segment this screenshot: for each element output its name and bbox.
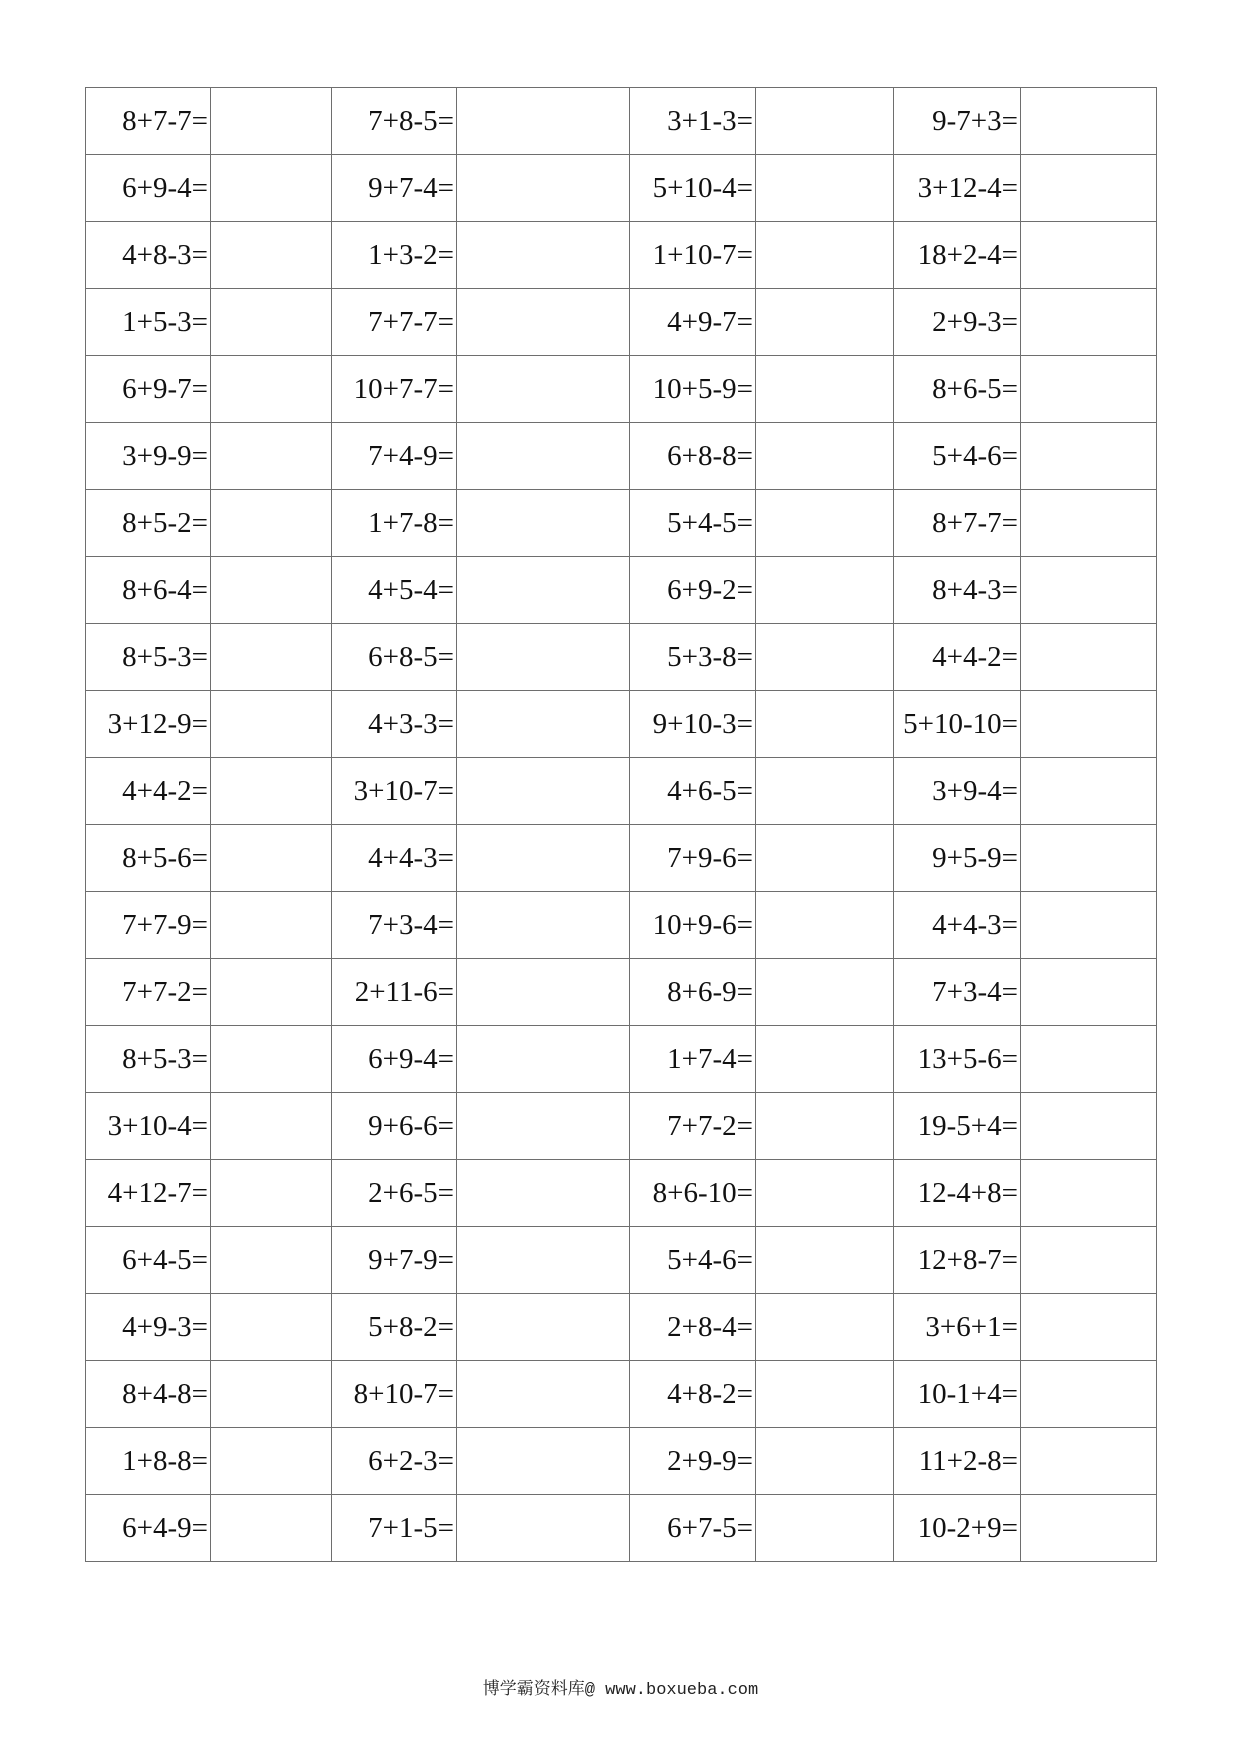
answer-cell: [756, 557, 894, 624]
answer-cell: [211, 1428, 332, 1495]
answer-cell: [457, 1026, 630, 1093]
worksheet-row: [86, 222, 1157, 289]
problem-cell: 10-2+9=: [894, 1495, 1021, 1562]
problem-cell: 8+6-10=: [630, 1160, 756, 1227]
answer-cell: [457, 892, 630, 959]
problem-cell: 10-1+4=: [894, 1361, 1021, 1428]
answer-cell: [756, 155, 894, 222]
answer-cell: [457, 155, 630, 222]
answer-cell: [1021, 1294, 1157, 1361]
answer-cell: [756, 423, 894, 490]
problem-cell: 2+9-3=: [894, 289, 1021, 356]
answer-cell: [211, 155, 332, 222]
answer-cell: [1021, 222, 1157, 289]
answer-cell: [457, 624, 630, 691]
answer-cell: [211, 423, 332, 490]
problem-cell: 6+9-7=: [86, 356, 211, 423]
footer-watermark: 博学霸资料库@ www.boxueba.com: [482, 1681, 759, 1700]
answer-cell: [457, 1428, 630, 1495]
answer-cell: [457, 88, 630, 155]
problem-cell: 2+8-4=: [630, 1294, 756, 1361]
problem-cell: 13+5-6=: [894, 1026, 1021, 1093]
answer-cell: [1021, 1361, 1157, 1428]
answer-cell: [756, 624, 894, 691]
answer-cell: [457, 758, 630, 825]
problem-cell: 6+2-3=: [332, 1428, 457, 1495]
worksheet-row: [86, 1361, 1157, 1428]
problem-cell: 2+9-9=: [630, 1428, 756, 1495]
problem-cell: 8+4-3=: [894, 557, 1021, 624]
worksheet-row: [86, 155, 1157, 222]
problem-cell: 2+6-5=: [332, 1160, 457, 1227]
problem-cell: 12+8-7=: [894, 1227, 1021, 1294]
problem-cell: 4+4-3=: [894, 892, 1021, 959]
problem-cell: 3+10-7=: [332, 758, 457, 825]
problem-cell: 10+7-7=: [332, 356, 457, 423]
problem-cell: 6+8-8=: [630, 423, 756, 490]
worksheet-row: [86, 557, 1157, 624]
problem-cell: 9+7-9=: [332, 1227, 457, 1294]
problem-cell: 3+9-9=: [86, 423, 211, 490]
worksheet-row: [86, 1294, 1157, 1361]
answer-cell: [756, 825, 894, 892]
problem-cell: 12-4+8=: [894, 1160, 1021, 1227]
answer-cell: [1021, 1026, 1157, 1093]
problem-cell: 7+7-2=: [86, 959, 211, 1026]
problem-cell: 6+9-4=: [332, 1026, 457, 1093]
answer-cell: [211, 959, 332, 1026]
answer-cell: [457, 825, 630, 892]
problem-cell: 5+4-6=: [894, 423, 1021, 490]
answer-cell: [1021, 289, 1157, 356]
problem-cell: 5+3-8=: [630, 624, 756, 691]
answer-cell: [457, 1093, 630, 1160]
problem-cell: 4+4-2=: [86, 758, 211, 825]
answer-cell: [1021, 1495, 1157, 1562]
answer-cell: [1021, 1160, 1157, 1227]
problem-cell: 8+7-7=: [894, 490, 1021, 557]
problem-cell: 3+6+1=: [894, 1294, 1021, 1361]
problem-cell: 4+8-2=: [630, 1361, 756, 1428]
problem-cell: 7+7-2=: [630, 1093, 756, 1160]
answer-cell: [457, 423, 630, 490]
answer-cell: [1021, 959, 1157, 1026]
answer-cell: [756, 222, 894, 289]
answer-cell: [457, 691, 630, 758]
answer-cell: [211, 289, 332, 356]
problem-cell: 6+9-2=: [630, 557, 756, 624]
problem-cell: 4+6-5=: [630, 758, 756, 825]
worksheet-row: [86, 758, 1157, 825]
worksheet-row: [86, 825, 1157, 892]
answer-cell: [211, 624, 332, 691]
problem-cell: 19-5+4=: [894, 1093, 1021, 1160]
worksheet-row: [86, 1495, 1157, 1562]
answer-cell: [1021, 490, 1157, 557]
answer-cell: [211, 1361, 332, 1428]
worksheet-row: [86, 892, 1157, 959]
problem-cell: 3+1-3=: [630, 88, 756, 155]
answer-cell: [457, 356, 630, 423]
answer-cell: [457, 959, 630, 1026]
worksheet-row: [86, 1026, 1157, 1093]
answer-cell: [756, 1160, 894, 1227]
answer-cell: [457, 1495, 630, 1562]
problem-cell: 3+10-4=: [86, 1093, 211, 1160]
problem-cell: 4+5-4=: [332, 557, 457, 624]
answer-cell: [756, 490, 894, 557]
problem-cell: 6+4-5=: [86, 1227, 211, 1294]
problem-cell: 9+7-4=: [332, 155, 457, 222]
problem-cell: 7+9-6=: [630, 825, 756, 892]
problem-cell: 7+7-7=: [332, 289, 457, 356]
answer-cell: [211, 1294, 332, 1361]
answer-cell: [756, 88, 894, 155]
answer-cell: [756, 1026, 894, 1093]
answer-cell: [756, 758, 894, 825]
answer-cell: [457, 490, 630, 557]
worksheet-row: [86, 1160, 1157, 1227]
problem-cell: 4+4-3=: [332, 825, 457, 892]
answer-cell: [756, 1093, 894, 1160]
answer-cell: [211, 1495, 332, 1562]
problem-cell: 8+6-4=: [86, 557, 211, 624]
worksheet-row: [86, 490, 1157, 557]
problem-cell: 1+3-2=: [332, 222, 457, 289]
answer-cell: [211, 1227, 332, 1294]
problem-cell: 5+10-4=: [630, 155, 756, 222]
worksheet-row: [86, 1428, 1157, 1495]
problem-cell: 4+12-7=: [86, 1160, 211, 1227]
answer-cell: [211, 1160, 332, 1227]
answer-cell: [1021, 1093, 1157, 1160]
answer-cell: [211, 88, 332, 155]
problem-cell: 2+11-6=: [332, 959, 457, 1026]
answer-cell: [1021, 88, 1157, 155]
answer-cell: [211, 1026, 332, 1093]
answer-cell: [756, 892, 894, 959]
answer-cell: [1021, 825, 1157, 892]
problem-cell: 6+8-5=: [332, 624, 457, 691]
answer-cell: [211, 825, 332, 892]
problem-cell: 4+4-2=: [894, 624, 1021, 691]
answer-cell: [457, 289, 630, 356]
answer-cell: [211, 557, 332, 624]
problem-cell: 8+6-5=: [894, 356, 1021, 423]
problem-cell: 3+12-4=: [894, 155, 1021, 222]
answer-cell: [1021, 1227, 1157, 1294]
answer-cell: [1021, 758, 1157, 825]
answer-cell: [211, 1093, 332, 1160]
answer-cell: [1021, 1428, 1157, 1495]
answer-cell: [1021, 892, 1157, 959]
problem-cell: 8+7-7=: [86, 88, 211, 155]
problem-cell: 1+7-4=: [630, 1026, 756, 1093]
problem-cell: 5+8-2=: [332, 1294, 457, 1361]
answer-cell: [457, 557, 630, 624]
answer-cell: [756, 691, 894, 758]
answer-cell: [211, 356, 332, 423]
problem-cell: 8+10-7=: [332, 1361, 457, 1428]
worksheet-row: [86, 1093, 1157, 1160]
problem-cell: 7+3-4=: [894, 959, 1021, 1026]
answer-cell: [211, 758, 332, 825]
problem-cell: 4+9-3=: [86, 1294, 211, 1361]
answer-cell: [1021, 155, 1157, 222]
answer-cell: [756, 356, 894, 423]
answer-cell: [756, 959, 894, 1026]
problem-cell: 6+9-4=: [86, 155, 211, 222]
problem-cell: 5+4-5=: [630, 490, 756, 557]
problem-cell: 7+3-4=: [332, 892, 457, 959]
worksheet-row: [86, 691, 1157, 758]
problem-cell: 1+7-8=: [332, 490, 457, 557]
answer-cell: [211, 691, 332, 758]
answer-cell: [756, 289, 894, 356]
answer-cell: [457, 222, 630, 289]
problem-cell: 8+5-3=: [86, 624, 211, 691]
problem-cell: 8+5-6=: [86, 825, 211, 892]
problem-cell: 5+4-6=: [630, 1227, 756, 1294]
problem-cell: 4+9-7=: [630, 289, 756, 356]
problem-cell: 4+3-3=: [332, 691, 457, 758]
worksheet-row: [86, 423, 1157, 490]
problem-cell: 6+4-9=: [86, 1495, 211, 1562]
answer-cell: [211, 892, 332, 959]
worksheet-row: [86, 1227, 1157, 1294]
answer-cell: [756, 1227, 894, 1294]
answer-cell: [756, 1361, 894, 1428]
worksheet-table: [85, 87, 1157, 1562]
answer-cell: [457, 1227, 630, 1294]
problem-cell: 10+9-6=: [630, 892, 756, 959]
problem-cell: 18+2-4=: [894, 222, 1021, 289]
problem-cell: 8+4-8=: [86, 1361, 211, 1428]
problem-cell: 8+6-9=: [630, 959, 756, 1026]
problem-cell: 7+1-5=: [332, 1495, 457, 1562]
problem-cell: 9+6-6=: [332, 1093, 457, 1160]
answer-cell: [457, 1361, 630, 1428]
answer-cell: [1021, 691, 1157, 758]
problem-cell: 9-7+3=: [894, 88, 1021, 155]
problem-cell: 5+10-10=: [894, 691, 1021, 758]
answer-cell: [1021, 624, 1157, 691]
answer-cell: [756, 1428, 894, 1495]
problem-cell: 9+10-3=: [630, 691, 756, 758]
answer-cell: [211, 222, 332, 289]
answer-cell: [1021, 423, 1157, 490]
problem-cell: 3+9-4=: [894, 758, 1021, 825]
answer-cell: [756, 1294, 894, 1361]
worksheet-row: [86, 289, 1157, 356]
problem-cell: 3+12-9=: [86, 691, 211, 758]
problem-cell: 11+2-8=: [894, 1428, 1021, 1495]
problem-cell: 7+8-5=: [332, 88, 457, 155]
problem-cell: 1+5-3=: [86, 289, 211, 356]
problem-cell: 6+7-5=: [630, 1495, 756, 1562]
worksheet-row: [86, 356, 1157, 423]
answer-cell: [1021, 356, 1157, 423]
answer-cell: [1021, 557, 1157, 624]
answer-cell: [457, 1160, 630, 1227]
problem-cell: 1+8-8=: [86, 1428, 211, 1495]
problem-cell: 8+5-3=: [86, 1026, 211, 1093]
problem-cell: 4+8-3=: [86, 222, 211, 289]
problem-cell: 10+5-9=: [630, 356, 756, 423]
worksheet-row: [86, 88, 1157, 155]
answer-cell: [756, 1495, 894, 1562]
worksheet-row: [86, 624, 1157, 691]
problem-cell: 9+5-9=: [894, 825, 1021, 892]
answer-cell: [211, 490, 332, 557]
problem-cell: 7+7-9=: [86, 892, 211, 959]
problem-cell: 1+10-7=: [630, 222, 756, 289]
worksheet-row: [86, 959, 1157, 1026]
answer-cell: [457, 1294, 630, 1361]
problem-cell: 8+5-2=: [86, 490, 211, 557]
problem-cell: 7+4-9=: [332, 423, 457, 490]
